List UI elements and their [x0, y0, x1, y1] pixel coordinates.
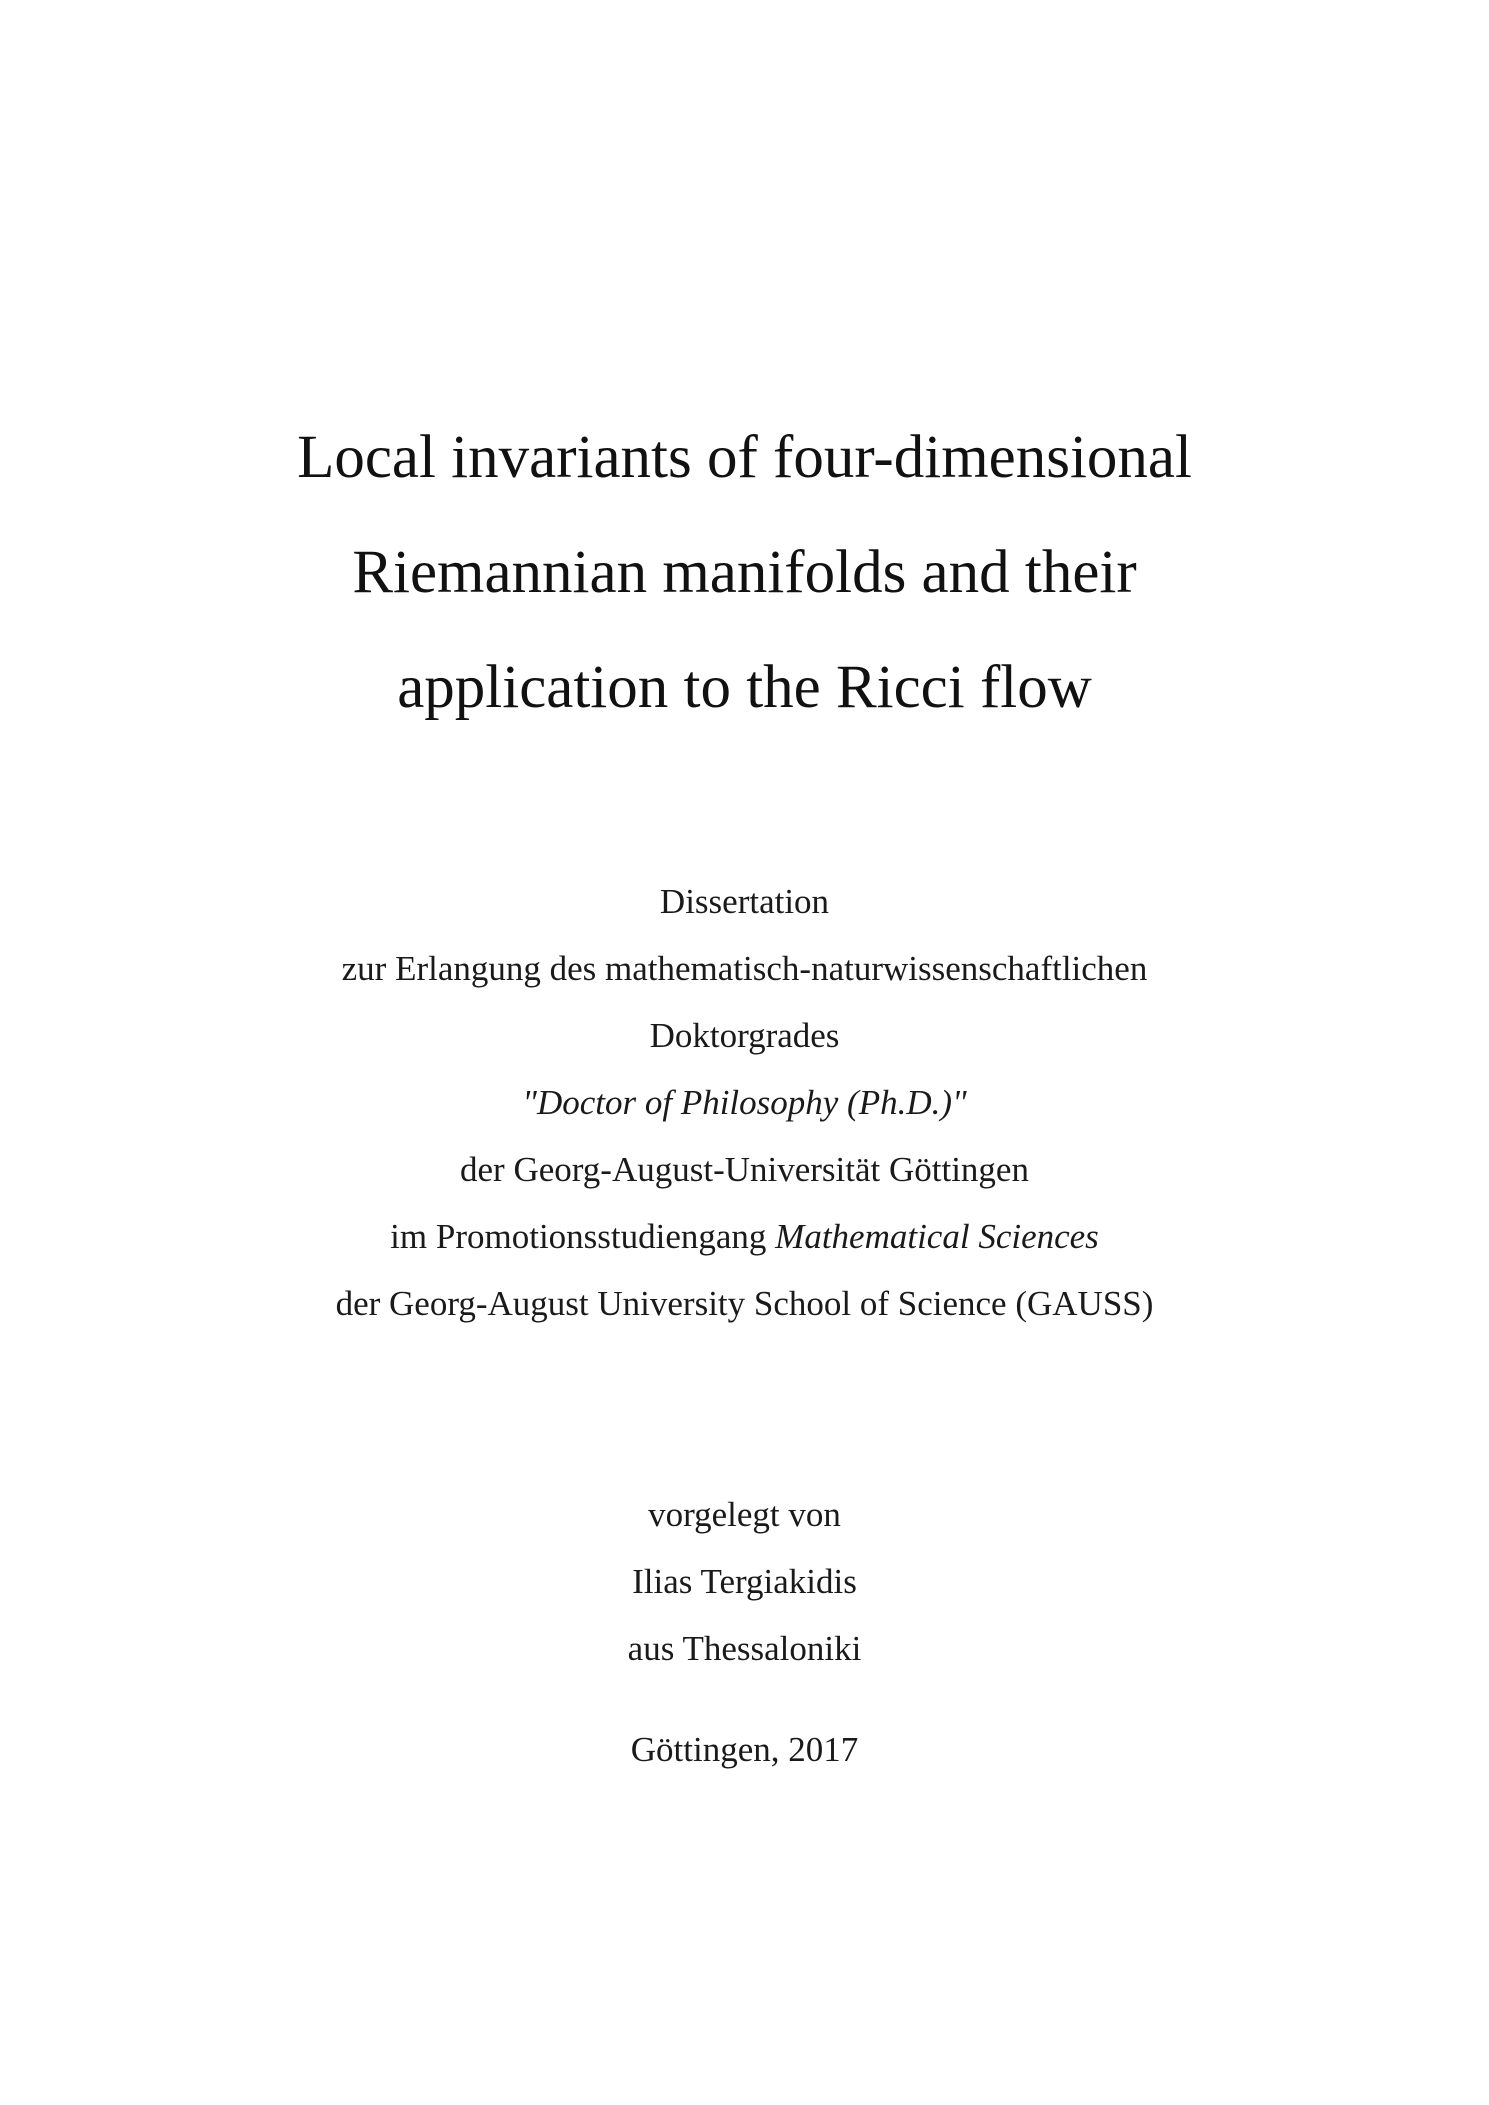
degree-title: "Doctor of Philosophy (Ph.D.)"	[522, 1083, 967, 1122]
program-line	[0, 1215, 1489, 1259]
program-name: Mathematical Sciences	[775, 1217, 1099, 1256]
author-origin: aus Thessaloniki	[627, 1629, 862, 1668]
dissertation-heading: Dissertation	[659, 882, 830, 921]
submitted-by-label: vorgelegt von	[648, 1495, 841, 1534]
place-date: Göttingen, 2017	[630, 1730, 859, 1769]
dissertation-degree-type: Doktorgrades	[649, 1016, 840, 1055]
title-line-2: Riemannian manifolds and their	[352, 539, 1137, 606]
author-name: Ilias Tergiakidis	[632, 1562, 857, 1601]
title-line-1: Local invariants of four-dimensional	[297, 424, 1192, 491]
title-line-3: application to the Ricci flow	[397, 654, 1092, 721]
school-name: der Georg-August University School of Science (GAUSS)	[335, 1284, 1154, 1323]
dissertation-purpose: zur Erlangung des mathematisch-naturwissenschaftlichen	[341, 949, 1148, 988]
university-name: der Georg-August-Universität Göttingen	[460, 1150, 1029, 1189]
program-prefix: im Promotionsstudiengang	[390, 1217, 776, 1256]
